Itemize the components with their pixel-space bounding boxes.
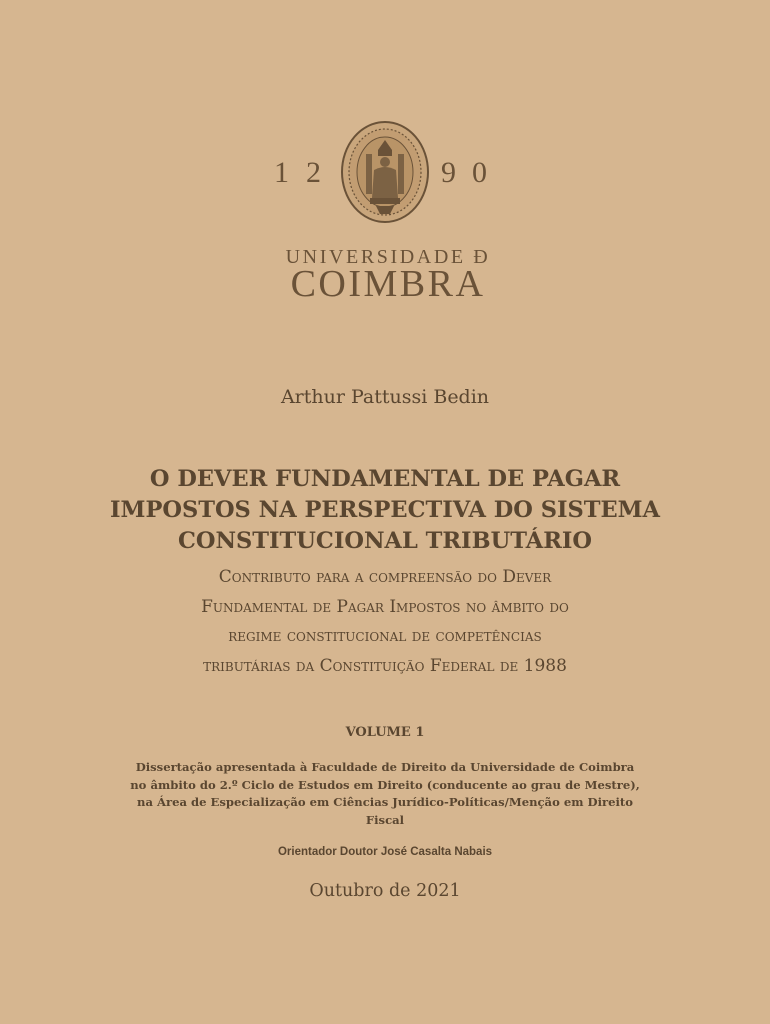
subtitle-line: tributárias da Constituição Federal de 1988: [203, 655, 567, 676]
dissertation-line: Fiscal: [365, 812, 405, 827]
title-line: CONSTITUCIONAL TRIBUTÁRIO: [177, 528, 593, 554]
subtitle-line: regime constitucional de competências: [228, 626, 542, 646]
title-line: IMPOSTOS NA PERSPECTIVA DO SISTEMA: [110, 497, 660, 523]
advisor-line: Orientador Doutor José Casalta Nabais: [277, 846, 493, 858]
dissertation-line: na Área de Especialização em Ciências Jurídico-Políticas/Menção em Direito: [137, 795, 633, 810]
year-digit: 2: [306, 156, 323, 189]
dissertation-line: no âmbito do 2.º Ciclo de Estudos em Direito (conducente ao grau de Mestre),: [130, 777, 640, 792]
subtitle-line: Fundamental de Pagar Impostos no âmbito do: [201, 596, 569, 617]
year-digit: 0: [472, 156, 489, 189]
submission-date: Outubro de 2021: [309, 881, 461, 901]
volume-label: VOLUME 1: [345, 725, 425, 740]
subtitle-line: Contributo para a compreensão do Dever: [218, 567, 552, 587]
university-emblem: [0, 118, 770, 226]
university-name-line2: COIMBRA: [290, 263, 486, 305]
university-seal-icon: [340, 120, 430, 224]
thesis-title: [60, 464, 710, 557]
year-digit: 9: [441, 156, 458, 189]
title-line: O DEVER FUNDAMENTAL DE PAGAR: [149, 466, 621, 492]
dissertation-statement: [100, 759, 670, 829]
author-name: Arthur Pattussi Bedin: [280, 386, 490, 408]
year-digit: 1: [274, 156, 291, 189]
thesis-subtitle: [60, 563, 710, 681]
dissertation-line: Dissertação apresentada à Faculdade de Direito da Universidade de Coimbra: [135, 760, 635, 774]
university-name-line1: UNIVERSIDADE Đ: [285, 246, 491, 268]
